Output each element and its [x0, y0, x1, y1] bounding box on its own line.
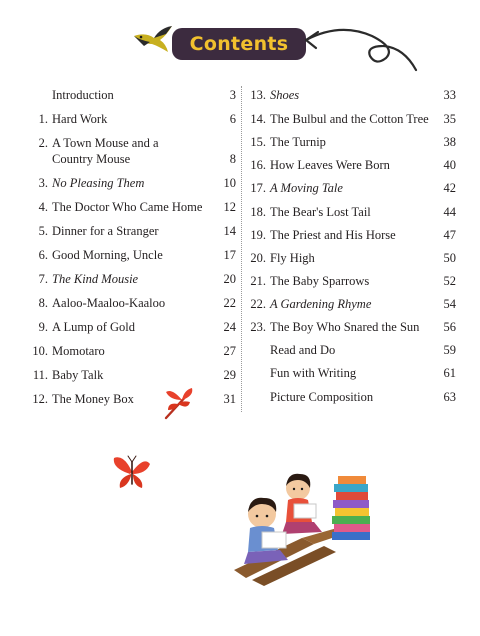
toc-entry-page: 29	[223, 368, 236, 382]
contents-header	[0, 0, 480, 80]
contents-title-banner	[172, 28, 306, 60]
toc-entry-title: The Bear's Lost Tail	[270, 205, 371, 219]
toc-entry-page: 35	[443, 112, 456, 126]
toc-entry-page: 42	[443, 181, 456, 195]
toc-entry-number: 2.	[38, 136, 48, 150]
bird-icon	[132, 22, 176, 56]
toc-entry-number: 8.	[38, 296, 48, 310]
page-title: Contents	[189, 33, 289, 55]
toc-entry-page: 44	[443, 205, 456, 219]
reading-children-illustration	[232, 468, 382, 588]
toc-entry-title: Picture Composition	[270, 390, 374, 404]
toc-entry-page: 27	[223, 344, 236, 358]
butterfly-icon	[110, 452, 154, 492]
toc-entry-page: 22	[223, 296, 236, 310]
toc-entry-title: Baby Talk	[52, 368, 104, 382]
toc-entry-number: 21.	[250, 274, 266, 288]
toc-entry-page: 50	[443, 251, 456, 265]
toc-entry-page: 33	[443, 88, 456, 102]
swirl-arrow-icon	[300, 22, 424, 78]
toc-entry-title: The Baby Sparrows	[270, 274, 370, 288]
toc-entry-title: A Moving Tale	[270, 181, 343, 195]
toc-entry-title: Momotaro	[52, 344, 105, 358]
toc-entry-title: The Priest and His Horse	[270, 228, 396, 242]
toc-entry-number: 6.	[38, 248, 48, 262]
toc-entry-page: 10	[223, 176, 236, 190]
toc-entry-title: No Pleasing Them	[52, 176, 145, 190]
toc-entry-page: 63	[443, 390, 456, 404]
toc-entry-number: 16.	[250, 158, 266, 172]
toc-entry-title: Hard Work	[52, 112, 108, 126]
toc-entry-number: 19.	[250, 228, 266, 242]
toc-entry-number: 14.	[250, 112, 266, 126]
toc-entry-number: 15.	[250, 135, 266, 149]
toc-entry-title: A Gardening Rhyme	[270, 297, 372, 311]
toc-entry-number: 3.	[38, 176, 48, 190]
toc-entry-number: 13.	[250, 88, 266, 102]
toc-entry-title: The Bulbul and the Cotton Tree	[270, 112, 429, 126]
toc-entry-number: 11.	[32, 368, 48, 382]
toc-entry-page: 20	[223, 272, 236, 286]
toc-entry-title-continued: Country Mouse	[52, 152, 131, 166]
toc-entry-title: Shoes	[270, 88, 300, 102]
toc-entry-number: 4.	[38, 200, 48, 214]
toc-entry-page: 56	[443, 320, 456, 334]
dragonfly-icon	[162, 386, 196, 422]
toc-entry-number: 20.	[250, 251, 266, 265]
toc-entry-title: The Boy Who Snared the Sun	[270, 320, 420, 334]
toc-entry-page: 40	[443, 158, 456, 172]
toc-entry-page: 14	[223, 224, 236, 238]
toc-entry-page: 17	[223, 248, 236, 262]
toc-entry-number: 22.	[250, 297, 266, 311]
toc-entry-page: 3	[229, 88, 236, 102]
toc-entry-page: 12	[223, 200, 236, 214]
toc-entry-page: 6	[229, 112, 236, 126]
column-divider	[241, 86, 242, 412]
toc-entry-title: Good Morning, Uncle	[52, 248, 163, 262]
toc-entry-title: The Kind Mousie	[52, 272, 139, 286]
toc-entry-page: 38	[443, 135, 456, 149]
toc-entry-title: Aaloo-Maaloo-Kaaloo	[52, 296, 166, 310]
toc-entry-page: 59	[443, 343, 456, 357]
toc-entry-number: 12.	[32, 392, 48, 406]
toc-entry-title: The Turnip	[270, 135, 326, 149]
toc-entry-page: 31	[223, 392, 236, 406]
toc-entry-page: 52	[443, 274, 456, 288]
toc-entry-number: 17.	[250, 181, 266, 195]
toc-entry-title: Dinner for a Stranger	[52, 224, 159, 238]
toc-entry-title: The Money Box	[52, 392, 134, 406]
toc-entry-number: 23.	[250, 320, 266, 334]
toc-entry-title: A Town Mouse and a	[52, 136, 159, 150]
toc-entry-title: Fly High	[270, 251, 315, 265]
toc-entry-number: 10.	[32, 344, 48, 358]
toc-entry-page: 54	[443, 297, 456, 311]
toc-entry-title: How Leaves Were Born	[270, 158, 390, 172]
toc-entry-number: 9.	[38, 320, 48, 334]
toc-entry-title: A Lump of Gold	[52, 320, 135, 334]
toc-entry-page: 24	[223, 320, 236, 334]
toc-entry-title: Introduction	[52, 88, 114, 102]
toc-entry-page: 61	[443, 366, 456, 380]
toc-entry-title: The Doctor Who Came Home	[52, 200, 203, 214]
toc-entry-number: 1.	[38, 112, 48, 126]
toc-entry-number: 5.	[38, 224, 48, 238]
toc-entry-page: 47	[443, 228, 456, 242]
toc-entry-page: 8	[229, 152, 236, 166]
toc-entry-title: Fun with Writing	[270, 366, 357, 380]
toc-entry-title: Read and Do	[270, 343, 336, 357]
toc-entry-number: 7.	[38, 272, 48, 286]
toc-entry-number: 18.	[250, 205, 266, 219]
